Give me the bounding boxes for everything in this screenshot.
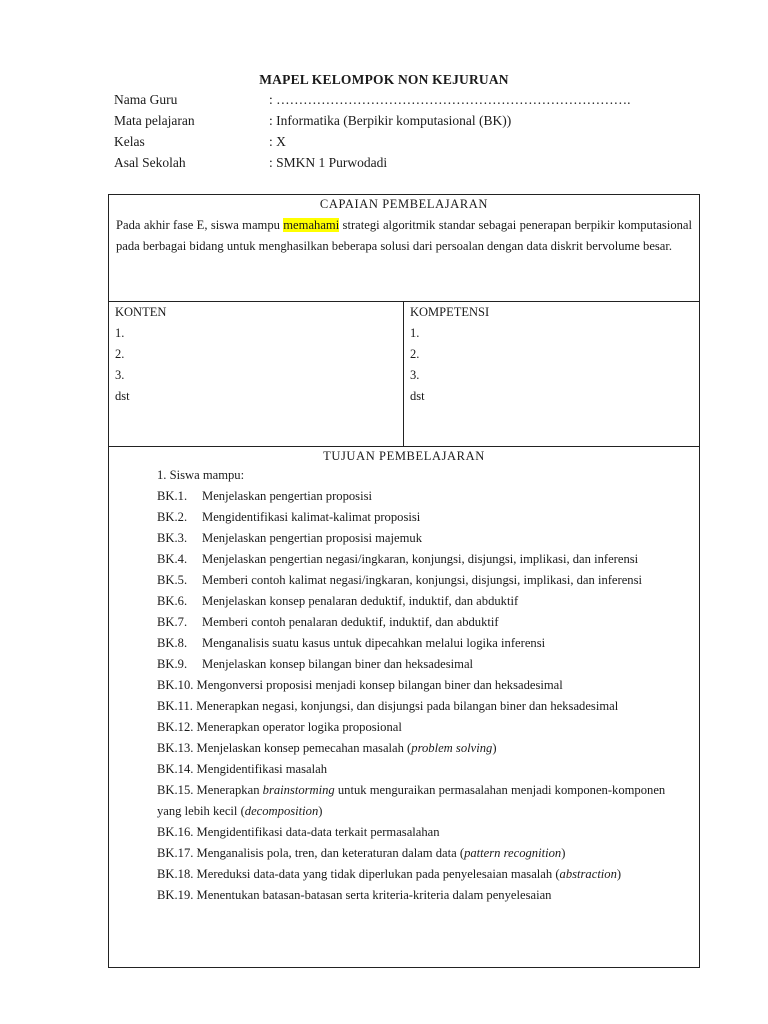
document-title: MAPEL KELOMPOK NON KEJURUAN	[259, 72, 509, 87]
tujuan-intro: 1. Siswa mampu:	[157, 468, 245, 482]
list-item	[157, 570, 691, 591]
list-item	[157, 654, 691, 675]
item-text: Menerapkan operator logika proposional	[196, 720, 402, 734]
kompetensi-cell	[404, 302, 700, 447]
kompetensi-item: 2.	[410, 347, 420, 361]
item-code: BK.7.	[157, 615, 188, 629]
item-code: BK.17.	[157, 846, 194, 860]
list-item	[157, 738, 691, 759]
item-code: BK.5.	[157, 573, 188, 587]
tujuan-cell	[109, 447, 700, 968]
capaian-cell	[109, 195, 700, 302]
list-item	[157, 633, 691, 654]
kompetensi-item: 1.	[410, 326, 420, 340]
kompetensi-column	[404, 302, 699, 407]
konten-item: 3.	[115, 368, 125, 382]
konten-column	[109, 302, 403, 407]
item-text: )	[318, 804, 323, 818]
list-item	[157, 885, 691, 906]
item-text: Menjelaskan pengertian proposisi	[202, 489, 372, 503]
meta-value: : SMKN 1 Purwodadi	[269, 155, 388, 170]
item-text: Menerapkan negasi, konjungsi, dan disjungsi pada bilangan biner dan heksadesimal	[196, 699, 619, 713]
item-code: BK.10.	[157, 678, 194, 692]
list-item	[157, 528, 691, 549]
list-item	[157, 696, 691, 717]
list-item	[157, 864, 691, 885]
item-code: BK.19.	[157, 888, 194, 902]
list-item	[157, 486, 691, 507]
item-text: )	[616, 867, 622, 881]
item-term: pattern recognition	[464, 846, 562, 860]
list-item	[157, 780, 691, 822]
item-code: BK.4.	[157, 552, 188, 566]
list-item	[157, 549, 691, 570]
meta-label: Asal Sekolah	[114, 155, 186, 170]
item-text: Menjelaskan konsep penalaran deduktif, induktif, dan abduktif	[202, 594, 519, 608]
meta-label: Nama Guru	[114, 92, 178, 107]
list-item	[157, 591, 691, 612]
item-text: Menerapkan	[196, 783, 263, 797]
list-item	[157, 612, 691, 633]
item-text: Mengidentifikasi kalimat-kalimat proposisi	[202, 510, 421, 524]
item-text: Memberi contoh penalaran deduktif, induktif, dan abduktif	[202, 615, 499, 629]
meta-value: : X	[269, 134, 286, 149]
item-text: Menganalisis suatu kasus untuk dipecahkan melalui logika inferensi	[202, 636, 546, 650]
list-item	[157, 843, 691, 864]
item-text: Mengidentifikasi masalah	[196, 762, 327, 776]
item-code: BK.3.	[157, 531, 188, 545]
list-item	[157, 759, 691, 780]
item-code: BK.9.	[157, 657, 188, 671]
item-code: BK.18.	[157, 867, 194, 881]
item-text: Mengonversi proposisi menjadi konsep bilangan biner dan heksadesimal	[196, 678, 563, 692]
highlighted-word: memahami	[283, 218, 340, 232]
item-code: BK.16.	[157, 825, 194, 839]
item-text: Mereduksi data-data yang tidak diperlukan pada penyelesaian masalah (	[196, 867, 560, 881]
item-text: )	[492, 741, 497, 755]
item-code: BK.15.	[157, 783, 194, 797]
list-item	[157, 822, 691, 843]
item-text: Menentukan batasan-batasan serta kriteria-kriteria dalam penyelesaian	[196, 888, 552, 902]
meta-label: Kelas	[114, 134, 145, 149]
item-code: BK.12.	[157, 720, 194, 734]
item-text: Menganalisis pola, tren, dan keteraturan dalam data (	[196, 846, 465, 860]
konten-cell	[109, 302, 404, 447]
item-text: Menjelaskan pengertian negasi/ingkaran, konjungsi, disjungsi, implikasi, dan inferensi	[202, 552, 639, 566]
meta-label: Mata pelajaran	[114, 113, 195, 128]
item-text: untuk menguraikan permasalahan menjadi komponen-komponen yang lebih kecil (	[157, 783, 666, 818]
item-code: BK.1.	[157, 489, 188, 503]
item-text: )	[561, 846, 566, 860]
capaian-text-start: Pada akhir fase E, siswa mampu	[116, 218, 284, 232]
list-item	[157, 717, 691, 738]
kompetensi-item: dst	[410, 389, 425, 403]
item-code: BK.6.	[157, 594, 188, 608]
konten-heading: KONTEN	[115, 305, 167, 319]
item-text: Menjelaskan konsep bilangan biner dan heksadesimal	[202, 657, 474, 671]
meta-value: : …………………………………………………………………….	[269, 92, 631, 107]
item-text: Menjelaskan konsep pemecahan masalah (	[196, 741, 412, 755]
capaian-text-end: strategi algoritmik standar sebagai penerapan berpikir komputasional pada berbagai bidang untuk menghasilkan beberapa solusi dari persoalan dengan data diskrit bervolume besar.	[116, 218, 693, 253]
item-code: BK.2.	[157, 510, 188, 524]
item-code: BK.8.	[157, 636, 188, 650]
konten-item: 2.	[115, 347, 125, 361]
konten-item: dst	[115, 389, 130, 403]
tujuan-heading: TUJUAN PEMBELAJARAN	[323, 449, 485, 463]
item-code: BK.11.	[157, 699, 193, 713]
item-term: decomposition	[244, 804, 319, 818]
learning-table	[108, 194, 700, 968]
list-item	[157, 507, 691, 528]
capaian-heading: CAPAIAN PEMBELAJARAN	[319, 197, 489, 211]
item-code: BK.14.	[157, 762, 194, 776]
capaian-text	[109, 213, 699, 257]
item-term: abstraction	[559, 867, 617, 881]
kompetensi-item: 3.	[410, 368, 420, 382]
item-text: Menjelaskan pengertian proposisi majemuk	[202, 531, 422, 545]
tujuan-list	[109, 465, 699, 906]
item-term: problem solving	[411, 741, 493, 755]
item-text: Memberi contoh kalimat negasi/ingkaran, konjungsi, disjungsi, implikasi, dan inferensi	[202, 573, 643, 587]
item-text: Mengidentifikasi data-data terkait permasalahan	[196, 825, 440, 839]
kompetensi-heading: KOMPETENSI	[410, 305, 490, 319]
item-term: brainstorming	[262, 783, 335, 797]
meta-value: : Informatika (Berpikir komputasional (BK))	[269, 113, 512, 128]
konten-item: 1.	[115, 326, 125, 340]
list-item	[157, 675, 691, 696]
item-code: BK.13.	[157, 741, 194, 755]
